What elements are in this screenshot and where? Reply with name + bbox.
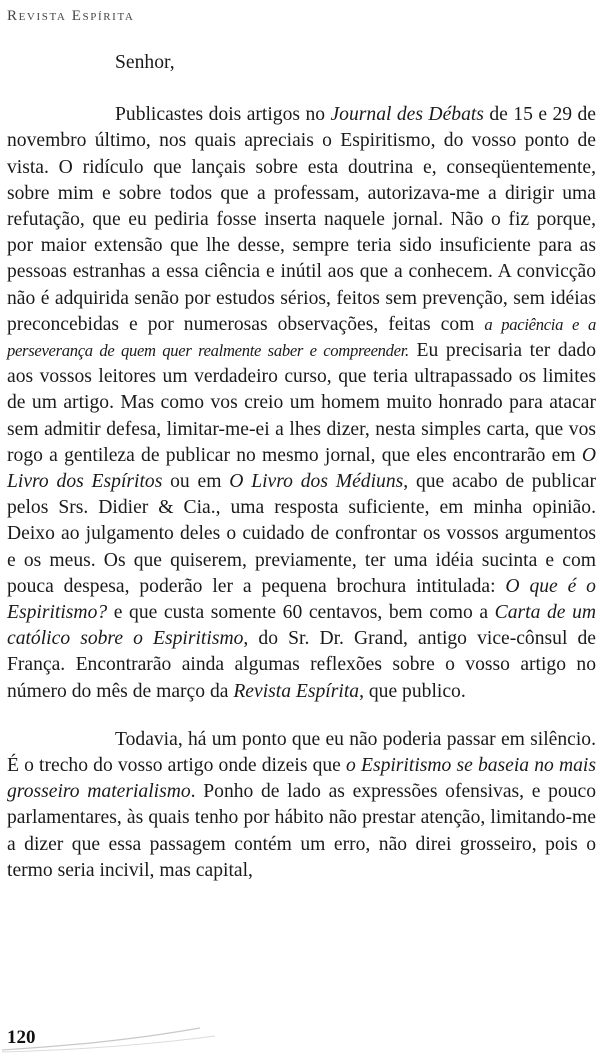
p1-italic-livro-mediuns: O Livro dos Médiuns	[229, 471, 404, 493]
page-number: 120	[7, 1027, 36, 1048]
letter-body	[7, 50, 596, 884]
p2-text-1: Todavia, há um ponto que eu não poderia passar em silêncio. É o trecho do vosso artigo onde dizeis que	[7, 728, 596, 777]
p1-italic-livro-espiritos: O Livro dos Espíritos	[7, 444, 596, 493]
p1-text-6: e que custa somente 60 centavos, bem como a	[107, 602, 495, 624]
p2-italic-quote: o Espiritismo se baseia no mais grosseiro materialismo	[7, 755, 596, 803]
p1-text-2: de 15 e 29 de novembro último, nos quais apreciais o Espiritismo, do vosso ponto de vista. O ridículo que lançais sobre esta doutrina e, conseqüentemente, sobre mim e sobre todos que a professam, autorizava-me a dirigir uma refutação, que eu pediria fosse inserta naquele jornal. Não o fiz porque, por maior extensão que lhe desse, sempre teria sido insuficiente para as pessoas estranhas a essa ciência e inútil aos que a conhecem. A convicção não é adquirida senão por estudos sérios, feitos sem prevenção, sem idéias preconcebidas e por numerosas observações, feitas com	[7, 104, 596, 335]
p1-italic-carta: Carta de um católico sobre o Espiritismo	[7, 602, 597, 650]
running-header: Revista Espírita	[7, 8, 135, 24]
paragraph-1	[7, 102, 596, 705]
p1-italic-revista: Revista Espírita	[233, 680, 360, 702]
p2-text-2: . Ponho de lado as expressões ofensivas, e pouco parlamentares, às quais tenho por hábito não prestar atenção, limitando-me a dizer que essa passagem contém um erro, não direi grosseiro, pois o termo seria incivil, mas capital,	[7, 781, 596, 881]
paragraph-2	[7, 727, 596, 884]
p1-italic-quote: a paciência e a perseverança de quem quer realmente saber e compreender.	[7, 314, 596, 361]
p1-text-8: , que publico.	[359, 680, 466, 702]
p1-italic-journal: Journal des Débats	[330, 104, 484, 126]
p1-italic-brochura: O que é o Espiritismo?	[7, 575, 596, 624]
p1-text-4: ou em	[162, 471, 230, 493]
p1-text-1: Publicastes dois artigos no	[115, 104, 331, 126]
p1-text-5: , que acabo de publicar pelos Srs. Didier & Cia., uma resposta suficiente, em minha opinião. Deixo ao julgamento deles o cuidado de confrontar os vossos argumentos e os meus. Os que quiserem, previamente, ter uma idéia sucinta e com pouca despesa, poderão ler a pequena brochura intitulada:	[7, 471, 597, 597]
p1-text-3: Eu precisaria ter dado aos vossos leitores um verdadeiro curso, que teria ultrapassado os limites de um artigo. Mas como vos creio um homem muito honrado para atacar sem admitir defesa, limitar-me-ei a lhes dizer, nesta simples carta, que vos rogo a gentileza de publicar no mesmo jornal, que eles encontrarão em	[7, 340, 596, 466]
salutation: Senhor,	[115, 52, 175, 73]
p1-text-7: , do Sr. Dr. Grand, antigo vice-cônsul de França. Encontrarão ainda algumas reflexões sobre o vosso artigo no número do mês de março da	[7, 628, 596, 702]
